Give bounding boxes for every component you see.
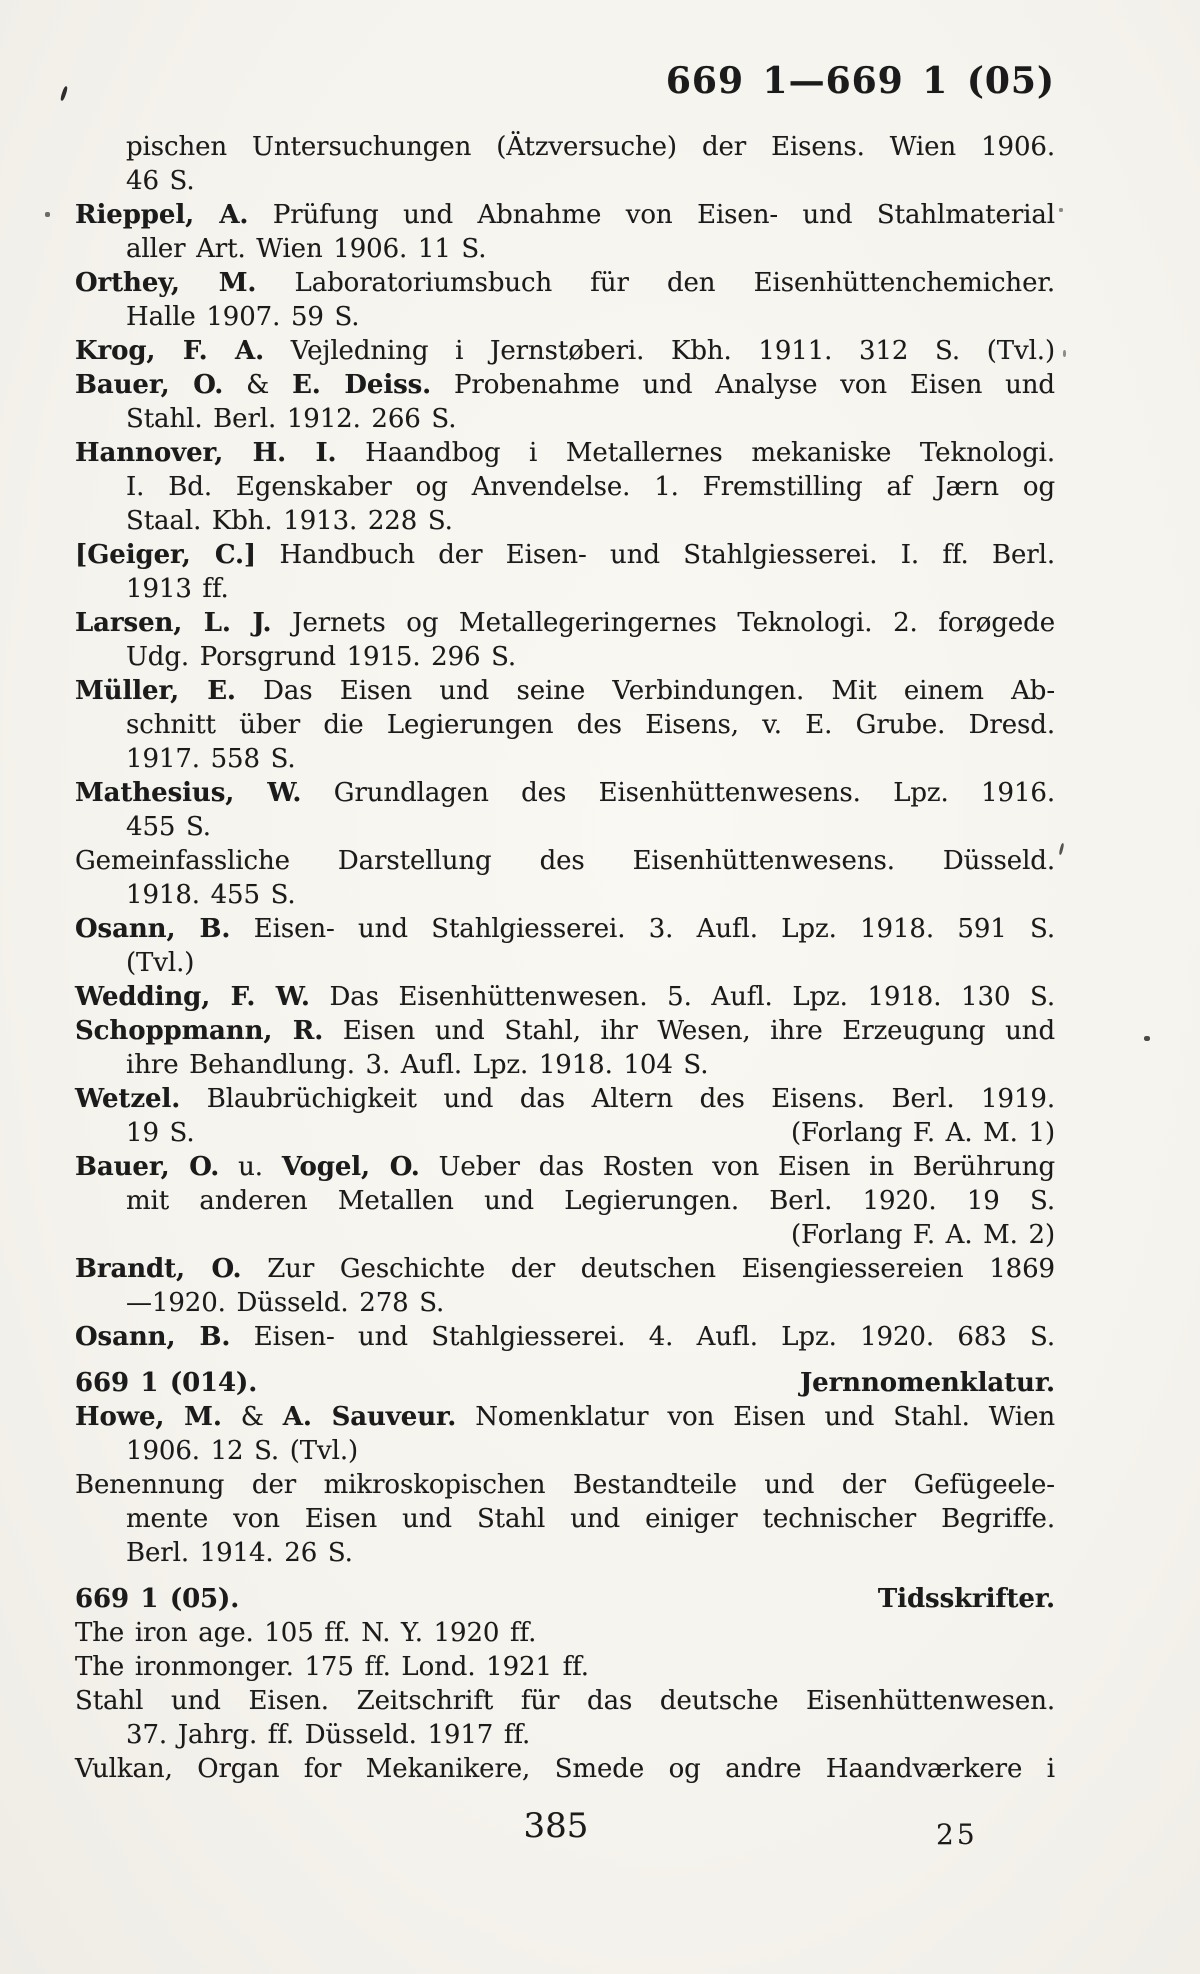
- entry-text: Wetzel. Blaubrüchigkeit und das Altern des Eisens. Berl. 1919.: [75, 1084, 1055, 1114]
- entry-text: Müller, E. Das Eisen und seine Verbindungen. Mit einem Ab-: [75, 676, 1055, 706]
- entry-text: Bauer, O. & E. Deiss. Probenahme und Analyse von Eisen und: [75, 370, 1055, 400]
- entry-text: Brandt, O. Zur Geschichte der deutschen Eisengiessereien 1869: [75, 1254, 1055, 1284]
- entry-line: [75, 674, 1055, 708]
- entry-text: Gemeinfassliche Darstellung des Eisenhüttenwesens. Düsseld.: [75, 846, 1055, 876]
- entry-line: [75, 1082, 1055, 1116]
- entry-text: 455 S.: [126, 812, 211, 842]
- entry-text: schnitt über die Legierungen des Eisens, v. E. Grube. Dresd.: [126, 710, 1055, 740]
- entry-line: [75, 504, 1055, 538]
- entry-line: [75, 572, 1055, 606]
- entry-text: I. Bd. Egenskaber og Anvendelse. 1. Fremstilling af Jærn og: [126, 472, 1055, 502]
- entry-text: Mathesius, W. Grundlagen des Eisenhüttenwesens. Lpz. 1916.: [75, 778, 1055, 808]
- entry-text: Rieppel, A. Prüfung und Abnahme von Eisen- und Stahlmaterial: [75, 200, 1055, 230]
- entry-line: [75, 606, 1055, 640]
- entry-text: Halle 1907. 59 S.: [126, 302, 360, 332]
- entry-text: Osann, B. Eisen- und Stahlgiesserei. 3. Aufl. Lpz. 1918. 591 S.: [75, 914, 1056, 944]
- section-classmark: 669 1 (014).: [75, 1368, 258, 1398]
- entry-text: The iron age. 105 ff. N. Y. 1920 ff.: [75, 1618, 537, 1648]
- ink-speck: [45, 212, 50, 217]
- entry-text: Larsen, L. J. Jernets og Metallegeringernes Teknologi. 2. forøgede: [75, 608, 1055, 638]
- entry-line: [75, 1218, 1055, 1252]
- entry-line: [75, 164, 1055, 198]
- entry-line: [75, 1752, 1055, 1786]
- entry-line: [75, 334, 1055, 368]
- signature-number: 25: [936, 1818, 978, 1851]
- entry-line: [75, 1400, 1055, 1434]
- entry-text: (Tvl.): [126, 948, 195, 978]
- entry-line: [75, 1502, 1055, 1536]
- section-title: Tidsskrifter.: [877, 1584, 1055, 1614]
- entry-text: 46 S.: [126, 166, 195, 196]
- entry-text: Howe, M. & A. Sauveur. Nomenklatur von Eisen und Stahl. Wien: [75, 1402, 1056, 1432]
- entry-text: 1906. 12 S. (Tvl.): [126, 1436, 359, 1466]
- page-number: 385: [523, 1806, 589, 1846]
- entry-text: [Geiger, C.] Handbuch der Eisen- und Stahlgiesserei. I. ff. Berl.: [75, 540, 1055, 570]
- entry-text: 1913 ff.: [126, 574, 229, 604]
- entry-text: Schoppmann, R. Eisen und Stahl, ihr Wesen, ihre Erzeugung und: [75, 1016, 1055, 1046]
- entry-line: [75, 1252, 1055, 1286]
- entry-line: [75, 912, 1055, 946]
- entry-line: [75, 198, 1055, 232]
- entry-line: [75, 300, 1055, 334]
- entry-line: [75, 1320, 1055, 1354]
- entry-text: 1918. 455 S.: [126, 880, 296, 910]
- section-heading: [75, 1582, 1055, 1616]
- entry-text: Berl. 1914. 26 S.: [126, 1538, 353, 1568]
- entry-line: [75, 436, 1055, 470]
- entry-text: pischen Untersuchungen (Ätzversuche) der Eisens. Wien 1906.: [126, 132, 1055, 162]
- entry-line: [75, 776, 1055, 810]
- entry-line: [75, 266, 1055, 300]
- entry-line: [75, 844, 1055, 878]
- entry-text: Wedding, F. W. Das Eisenhüttenwesen. 5. Aufl. Lpz. 1918. 130 S.: [75, 982, 1055, 1012]
- entry-line: [75, 1468, 1055, 1502]
- entry-text: mente von Eisen und Stahl und einiger technischer Begriffe.: [126, 1504, 1055, 1534]
- entry-text: (Forlang F. A. M. 2): [791, 1220, 1055, 1250]
- entry-line: [75, 1014, 1055, 1048]
- entry-line: [75, 232, 1055, 266]
- entry-text: 19 S.: [126, 1118, 195, 1148]
- entry-text: ihre Behandlung. 3. Aufl. Lpz. 1918. 104 S.: [126, 1050, 709, 1080]
- entry-text: Staal. Kbh. 1913. 228 S.: [126, 506, 453, 536]
- entry-text: The ironmonger. 175 ff. Lond. 1921 ff.: [75, 1652, 589, 1682]
- entry-line: [75, 1286, 1055, 1320]
- entry-text: Benennung der mikroskopischen Bestandteile und der Gefügeele-: [75, 1470, 1055, 1500]
- shelf-reference: (Forlang F. A. M. 1): [791, 1118, 1055, 1148]
- entry-line: [75, 368, 1055, 402]
- entry-line: [75, 1116, 1055, 1150]
- entry-line: [75, 1184, 1055, 1218]
- entry-line: [75, 1150, 1055, 1184]
- entry-line: [75, 1434, 1055, 1468]
- entry-line: [75, 1048, 1055, 1082]
- entry-line: [75, 742, 1055, 776]
- entry-text: Hannover, H. I. Haandbog i Metallernes mekaniske Teknologi.: [75, 438, 1055, 468]
- bibliography-column: [75, 130, 1055, 1786]
- entry-line: [75, 1684, 1055, 1718]
- entry-text: Stahl und Eisen. Zeitschrift für das deutsche Eisenhüttenwesen.: [75, 1686, 1055, 1716]
- entry-line: [75, 878, 1055, 912]
- entry-text: Udg. Porsgrund 1915. 296 S.: [126, 642, 517, 672]
- entry-line: [75, 130, 1055, 164]
- section-title: Jernnomenklatur.: [799, 1368, 1055, 1398]
- entry-text: mit anderen Metallen und Legierungen. Berl. 1920. 19 S.: [126, 1186, 1055, 1216]
- entry-text: Krog, F. A. Vejledning i Jernstøberi. Kbh. 1911. 312 S. (Tvl.): [75, 336, 1055, 366]
- running-head-classmark: 669 1—669 1 (05): [665, 60, 1055, 102]
- entry-line: [75, 1536, 1055, 1570]
- entry-line: [75, 470, 1055, 504]
- entry-text: Vulkan, Organ for Mekanikere, Smede og andre Haandværkere i: [75, 1754, 1055, 1784]
- entry-text: Osann, B. Eisen- und Stahlgiesserei. 4. Aufl. Lpz. 1920. 683 S.: [75, 1322, 1056, 1352]
- entry-line: [75, 402, 1055, 436]
- entry-text: 37. Jahrg. ff. Düsseld. 1917 ff.: [126, 1720, 531, 1750]
- entry-line: [75, 1718, 1055, 1752]
- section-heading: [75, 1366, 1055, 1400]
- entry-text: aller Art. Wien 1906. 11 S.: [126, 234, 487, 264]
- entry-line: [75, 1650, 1055, 1684]
- entry-line: [75, 708, 1055, 742]
- entry-line: [75, 946, 1055, 980]
- entry-line: [75, 1616, 1055, 1650]
- ink-speck: [1144, 1036, 1150, 1041]
- entry-text: —1920. Düsseld. 278 S.: [126, 1288, 445, 1318]
- section-classmark: 669 1 (05).: [75, 1584, 240, 1614]
- entry-text: Stahl. Berl. 1912. 266 S.: [126, 404, 457, 434]
- entry-line: [75, 640, 1055, 674]
- entry-text: Orthey, M. Laboratoriumsbuch für den Eisenhüttenchemicher.: [75, 268, 1056, 298]
- ink-speck: [1059, 208, 1063, 212]
- entry-text: 1917. 558 S.: [126, 744, 296, 774]
- entry-line: [75, 538, 1055, 572]
- ink-speck: [1063, 350, 1066, 357]
- entry-text: Bauer, O. u. Vogel, O. Ueber das Rosten von Eisen in Berührung: [75, 1152, 1055, 1182]
- entry-line: [75, 980, 1055, 1014]
- entry-line: [75, 810, 1055, 844]
